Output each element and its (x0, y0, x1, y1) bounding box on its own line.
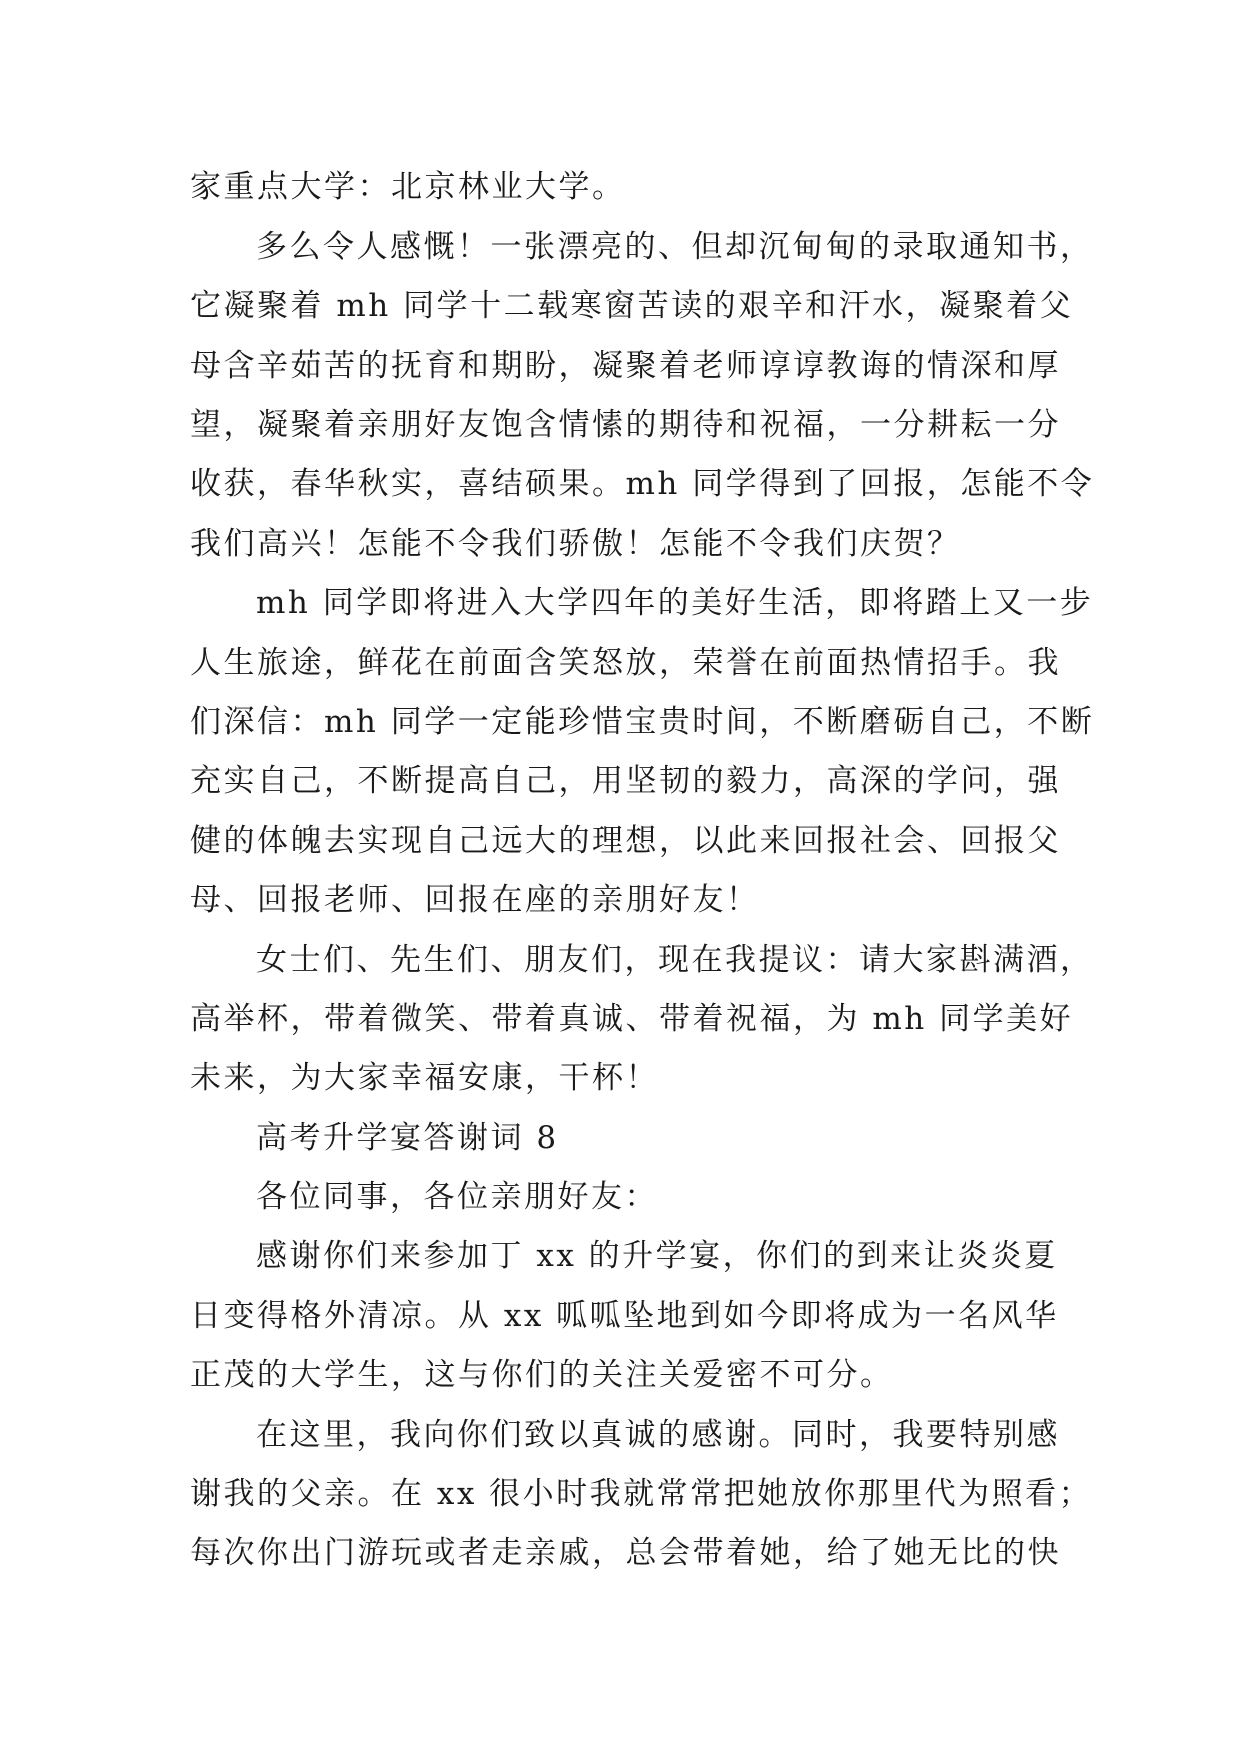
paragraph-line: 家重点大学：北京林业大学。 (190, 169, 626, 205)
paragraph-line: 人生旅途，鲜花在前面含笑怒放，荣誉在前面热情招手。我 (190, 645, 1061, 681)
paragraph-line: 健的体魄去实现自己远大的理想，以此来回报社会、回报父 (190, 823, 1061, 859)
paragraph-line: 母、回报老师、回报在座的亲朋好友！ (190, 882, 760, 918)
paragraph-line: 收获，春华秋实，喜结硕果。mh 同学得到了回报，怎能不令 (190, 466, 1095, 502)
paragraph-line: 们深信：mh 同学一定能珍惜宝贵时间，不断磨砺自己，不断 (190, 704, 1095, 740)
paragraph-line: 母含辛茹苦的抚育和期盼，凝聚着老师谆谆教诲的情深和厚 (190, 348, 1061, 384)
paragraph-line: 在这里，我向你们致以真诚的感谢。同时，我要特别感 (256, 1417, 1060, 1453)
paragraph-line: 未来，为大家幸福安康，干杯！ (190, 1060, 659, 1096)
section-heading: 高考升学宴答谢词 8 (256, 1120, 559, 1156)
paragraph-line: 女士们、先生们、朋友们，现在我提议：请大家斟满酒， (256, 942, 1094, 978)
paragraph-line: 谢我的父亲。在 xx 很小时我就常常把她放你那里代为照看； (190, 1476, 1093, 1512)
paragraph-line: 高举杯，带着微笑、带着真诚、带着祝福，为 mh 同学美好 (190, 1001, 1074, 1037)
paragraph-line: 感谢你们来参加丁 xx 的升学宴，你们的到来让炎炎夏 (256, 1238, 1058, 1274)
paragraph-line: 充实自己，不断提高自己，用坚韧的毅力，高深的学问，强 (190, 763, 1061, 799)
paragraph-line: 每次你出门游玩或者走亲戚，总会带着她，给了她无比的快 (190, 1535, 1061, 1571)
paragraph-line: 日变得格外清凉。从 xx 呱呱坠地到如今即将成为一名风华 (190, 1298, 1059, 1334)
paragraph-line: mh 同学即将进入大学四年的美好生活，即将踏上又一步 (256, 585, 1094, 621)
paragraph-line: 它凝聚着 mh 同学十二载寒窗苦读的艰辛和汗水，凝聚着父 (190, 288, 1074, 324)
salutation-line: 各位同事，各位亲朋好友： (256, 1179, 658, 1215)
paragraph-line: 我们高兴！怎能不令我们骄傲！怎能不令我们庆贺？ (190, 526, 961, 562)
paragraph-line: 多么令人感慨！一张漂亮的、但却沉甸甸的录取通知书， (256, 229, 1094, 265)
paragraph-line: 正茂的大学生，这与你们的关注关爱密不可分。 (190, 1357, 894, 1393)
paragraph-line: 望，凝聚着亲朋好友饱含情愫的期待和祝福，一分耕耘一分 (190, 407, 1061, 443)
